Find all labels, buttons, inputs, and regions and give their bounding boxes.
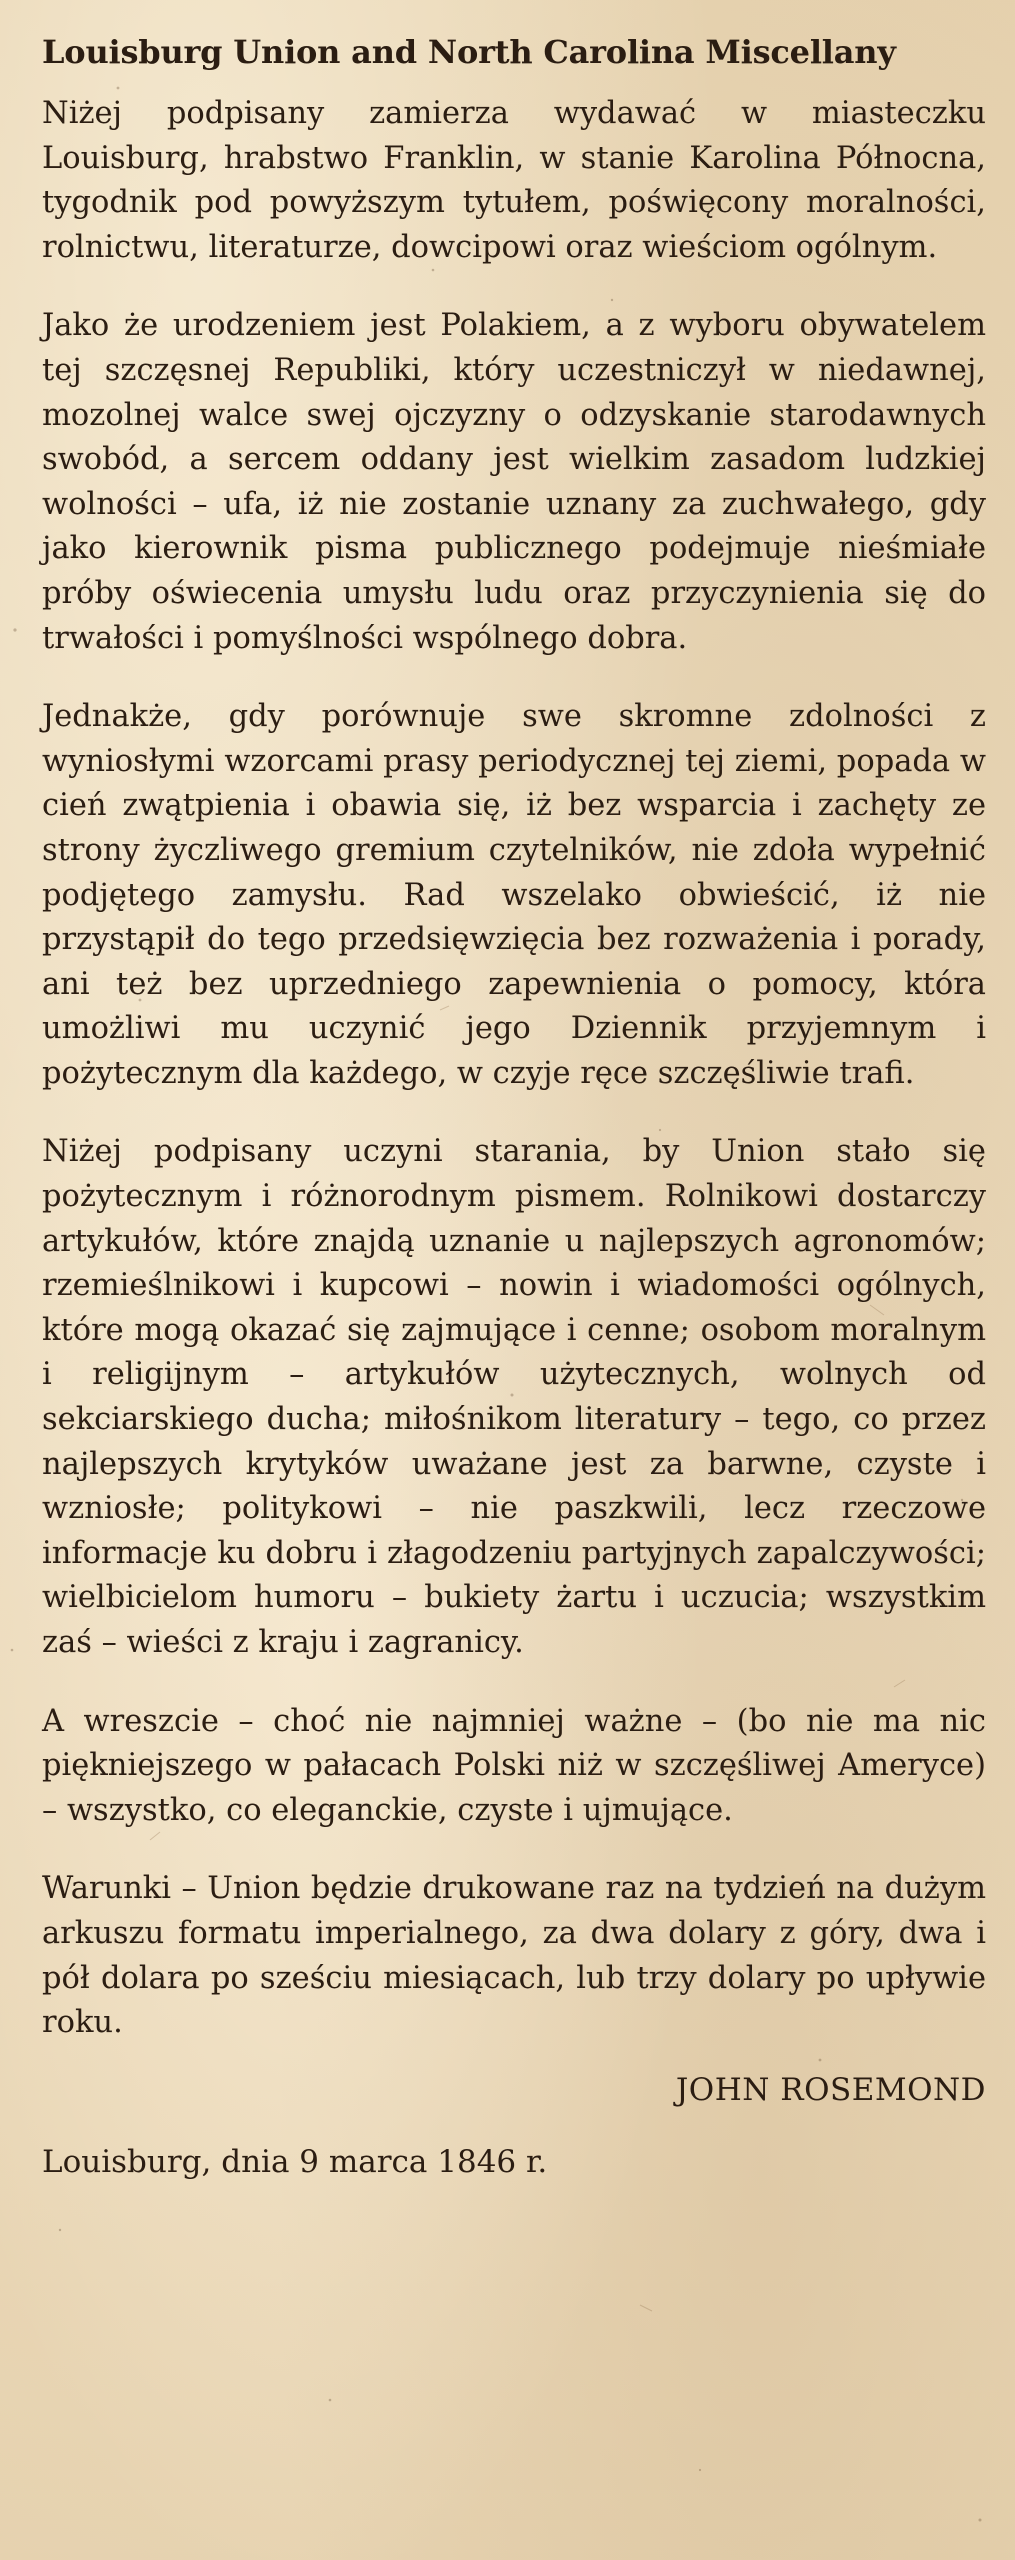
document-page (42, 0, 986, 2184)
paragraph-5: A wreszcie – choć nie najmniej ważne – (bo nie ma nic piękniejszego w pałacach Polski niż w szczęśliwej Ameryce) – wszystko, co eleganckie, czyste i ujmujące. (42, 1703, 986, 1828)
paragraph-6: Warunki – Union będzie drukowane raz na tydzień na dużym arkuszu formatu imperialnego, za dwa dolary z góry, dwa i pół dolara po sześciu miesiącach, lub trzy dolary po upływie roku. (42, 1871, 986, 2041)
signature: JOHN ROSEMOND (675, 2071, 986, 2108)
paragraph-4: Niżej podpisany uczyni starania, by Union stało się pożytecznym i różnorodnym pismem. Rolnikowi dostarczy artykułów, które znajdą uznanie u najlepszych agronomów; rzemieślnikowi i kupcowi – nowin i wiadomości ogólnych, które mogą okazać się zajmujące i cenne; osobom moralnym i religijnym – artykułów użytecznych, wolnych od sekciarskiego ducha; miłośnikom literatury – tego, co przez najlepszych krytyków uważane jest za barwne, czyste i wzniosłe; politykowi – nie paszkwili, lecz rzeczowe informacje ku dobru i złagodzeniu partyjnych zapalczywości; wielbicielom humoru – bukiety żartu i uczucia; wszystkim zaś – wieści z kraju i zagranicy. (42, 1134, 986, 1660)
paragraph-2: Jako że urodzeniem jest Polakiem, a z wyboru obywatelem tej szczęsnej Republiki, który uczestniczył w niedawnej, mozolnej walce swej ojczyzny o odzyskanie starodawnych swobód, a sercem oddany jest wielkim zasadom ludzkiej wolności – ufa, iż nie zostanie uznany za zuchwałego, gdy jako kierownik pisma publicznego podejmuje nieśmiałe próby oświecenia umysłu ludu oraz przyczynienia się do trwałości i pomyślności wspólnego dobra. (42, 308, 986, 656)
paragraph-1: Niżej podpisany zamierza wydawać w miasteczku Louisburg, hrabstwo Franklin, w stanie Karolina Północna, tygodnik pod powyższym tytułem, poświęcony moralności, rolnictwu, literaturze, dowcipowi oraz wieściom ogólnym. (42, 96, 986, 265)
dateline: Louisburg, dnia 9 marca 1846 r. (42, 2143, 548, 2180)
document-title: Louisburg Union and North Carolina Miscellany (42, 33, 896, 71)
paragraph-3: Jednakże, gdy porównuje swe skromne zdolności z wyniosłymi wzorcami prasy periodycznej tej ziemi, popada w cień zwątpienia i obawia się, iż bez wsparcia i zachęty ze strony życzliwego gremium czytelników, nie zdoła wypełnić podjętego zamysłu. Rad wszelako obwieścić, iż nie przystąpił do tego przedsięwzięcia bez rozważenia i porady, ani też bez uprzedniego zapewnienia o pomocy, która umożliwi mu uczynić jego Dziennik przyjemnym i pożytecznym dla każdego, w czyje ręce szczęśliwie trafi. (42, 699, 986, 1091)
